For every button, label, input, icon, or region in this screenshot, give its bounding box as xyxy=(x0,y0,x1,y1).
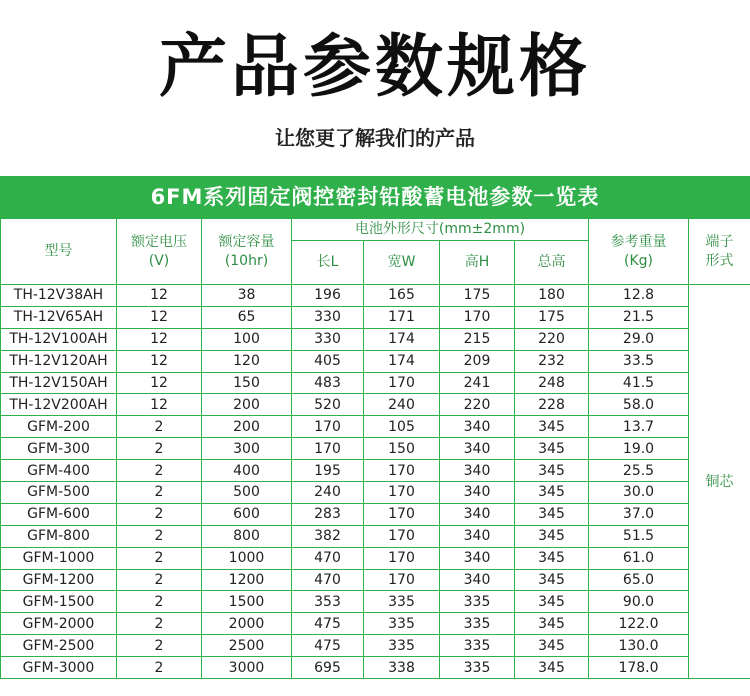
width-cell: 170 xyxy=(364,547,440,569)
total-height-cell: 345 xyxy=(515,438,589,460)
model-cell: GFM-300 xyxy=(1,438,117,460)
width-cell: 170 xyxy=(364,525,440,547)
weight-cell: 33.5 xyxy=(589,350,689,372)
length-cell: 330 xyxy=(292,328,364,350)
height-cell: 340 xyxy=(440,569,515,591)
height-cell: 175 xyxy=(440,285,515,307)
voltage-cell: 2 xyxy=(117,591,202,613)
voltage-cell: 2 xyxy=(117,482,202,504)
total-height-cell: 345 xyxy=(515,460,589,482)
total-height-cell: 175 xyxy=(515,306,589,328)
voltage-cell: 12 xyxy=(117,285,202,307)
weight-cell: 13.7 xyxy=(589,416,689,438)
table-row xyxy=(1,503,750,525)
terminal-cell: 铜芯 xyxy=(689,285,750,679)
model-cell: TH-12V38AH xyxy=(1,285,117,307)
table-row xyxy=(1,657,750,679)
voltage-cell: 2 xyxy=(117,657,202,679)
capacity-cell: 2000 xyxy=(202,613,292,635)
capacity-cell: 200 xyxy=(202,416,292,438)
capacity-cell: 120 xyxy=(202,350,292,372)
table-row xyxy=(1,635,750,657)
total-height-cell: 248 xyxy=(515,372,589,394)
height-cell: 340 xyxy=(440,416,515,438)
height-cell: 340 xyxy=(440,460,515,482)
weight-cell: 122.0 xyxy=(589,613,689,635)
capacity-cell: 1500 xyxy=(202,591,292,613)
table-row xyxy=(1,416,750,438)
weight-cell: 30.0 xyxy=(589,482,689,504)
total-height-cell: 220 xyxy=(515,328,589,350)
capacity-cell: 2500 xyxy=(202,635,292,657)
height-cell: 340 xyxy=(440,482,515,504)
voltage-cell: 12 xyxy=(117,372,202,394)
length-cell: 405 xyxy=(292,350,364,372)
height-cell: 335 xyxy=(440,591,515,613)
capacity-cell: 200 xyxy=(202,394,292,416)
voltage-cell: 12 xyxy=(117,306,202,328)
header-height: 高H xyxy=(440,241,515,285)
page-subtitle: 让您更了解我们的产品 xyxy=(275,126,475,150)
table-row xyxy=(1,350,750,372)
length-cell: 240 xyxy=(292,482,364,504)
weight-cell: 29.0 xyxy=(589,328,689,350)
height-cell: 220 xyxy=(440,394,515,416)
length-cell: 382 xyxy=(292,525,364,547)
table-row xyxy=(1,613,750,635)
weight-cell: 130.0 xyxy=(589,635,689,657)
header-width: 宽W xyxy=(364,241,440,285)
capacity-cell: 150 xyxy=(202,372,292,394)
model-cell: GFM-800 xyxy=(1,525,117,547)
height-cell: 340 xyxy=(440,438,515,460)
total-height-cell: 345 xyxy=(515,416,589,438)
header-total-height: 总高 xyxy=(515,241,589,285)
width-cell: 150 xyxy=(364,438,440,460)
length-cell: 483 xyxy=(292,372,364,394)
weight-cell: 21.5 xyxy=(589,306,689,328)
capacity-cell: 65 xyxy=(202,306,292,328)
weight-cell: 61.0 xyxy=(589,547,689,569)
model-cell: GFM-500 xyxy=(1,482,117,504)
table-row xyxy=(1,328,750,350)
total-height-cell: 345 xyxy=(515,613,589,635)
width-cell: 174 xyxy=(364,350,440,372)
height-cell: 335 xyxy=(440,657,515,679)
model-cell: GFM-400 xyxy=(1,460,117,482)
capacity-cell: 400 xyxy=(202,460,292,482)
total-height-cell: 345 xyxy=(515,657,589,679)
weight-cell: 37.0 xyxy=(589,503,689,525)
width-cell: 335 xyxy=(364,613,440,635)
height-cell: 170 xyxy=(440,306,515,328)
length-cell: 330 xyxy=(292,306,364,328)
length-cell: 195 xyxy=(292,460,364,482)
model-cell: GFM-1200 xyxy=(1,569,117,591)
width-cell: 240 xyxy=(364,394,440,416)
table-row xyxy=(1,438,750,460)
height-cell: 340 xyxy=(440,525,515,547)
header-weight: 参考重量 (Kg) xyxy=(589,219,689,285)
width-cell: 338 xyxy=(364,657,440,679)
capacity-cell: 100 xyxy=(202,328,292,350)
spec-table xyxy=(0,218,750,679)
header-capacity: 额定容量 (10hr) xyxy=(202,219,292,285)
header-dimensions: 电池外形尺寸(mm±2mm) xyxy=(292,219,589,241)
total-height-cell: 345 xyxy=(515,525,589,547)
weight-cell: 12.8 xyxy=(589,285,689,307)
width-cell: 170 xyxy=(364,372,440,394)
weight-cell: 41.5 xyxy=(589,372,689,394)
total-height-cell: 345 xyxy=(515,635,589,657)
capacity-cell: 1200 xyxy=(202,569,292,591)
capacity-cell: 500 xyxy=(202,482,292,504)
voltage-cell: 2 xyxy=(117,438,202,460)
model-cell: GFM-1500 xyxy=(1,591,117,613)
width-cell: 170 xyxy=(364,569,440,591)
length-cell: 196 xyxy=(292,285,364,307)
width-cell: 335 xyxy=(364,635,440,657)
capacity-cell: 38 xyxy=(202,285,292,307)
width-cell: 170 xyxy=(364,503,440,525)
total-height-cell: 232 xyxy=(515,350,589,372)
weight-cell: 51.5 xyxy=(589,525,689,547)
total-height-cell: 345 xyxy=(515,547,589,569)
model-cell: TH-12V150AH xyxy=(1,372,117,394)
voltage-cell: 12 xyxy=(117,394,202,416)
width-cell: 171 xyxy=(364,306,440,328)
total-height-cell: 345 xyxy=(515,482,589,504)
voltage-cell: 2 xyxy=(117,547,202,569)
header-voltage: 额定电压 (V) xyxy=(117,219,202,285)
height-cell: 241 xyxy=(440,372,515,394)
voltage-cell: 2 xyxy=(117,569,202,591)
total-height-cell: 345 xyxy=(515,591,589,613)
length-cell: 475 xyxy=(292,613,364,635)
table-caption: 6FM系列固定阀控密封铅酸蓄电池参数一览表 xyxy=(0,176,750,218)
height-cell: 340 xyxy=(440,503,515,525)
width-cell: 335 xyxy=(364,591,440,613)
width-cell: 170 xyxy=(364,482,440,504)
height-cell: 335 xyxy=(440,613,515,635)
page-title: 产品参数规格 xyxy=(158,28,591,107)
length-cell: 353 xyxy=(292,591,364,613)
length-cell: 475 xyxy=(292,635,364,657)
height-cell: 215 xyxy=(440,328,515,350)
total-height-cell: 180 xyxy=(515,285,589,307)
voltage-cell: 2 xyxy=(117,525,202,547)
voltage-cell: 2 xyxy=(117,460,202,482)
length-cell: 520 xyxy=(292,394,364,416)
table-row xyxy=(1,482,750,504)
total-height-cell: 345 xyxy=(515,503,589,525)
width-cell: 165 xyxy=(364,285,440,307)
weight-cell: 65.0 xyxy=(589,569,689,591)
model-cell: TH-12V100AH xyxy=(1,328,117,350)
voltage-cell: 2 xyxy=(117,613,202,635)
total-height-cell: 228 xyxy=(515,394,589,416)
height-cell: 340 xyxy=(440,547,515,569)
table-row xyxy=(1,372,750,394)
table-row xyxy=(1,394,750,416)
model-cell: TH-12V120AH xyxy=(1,350,117,372)
table-row xyxy=(1,285,750,307)
spec-table-body xyxy=(1,285,750,679)
width-cell: 170 xyxy=(364,460,440,482)
width-cell: 174 xyxy=(364,328,440,350)
height-cell: 335 xyxy=(440,635,515,657)
table-row xyxy=(1,569,750,591)
table-row xyxy=(1,460,750,482)
header-model: 型号 xyxy=(1,219,117,285)
voltage-cell: 12 xyxy=(117,350,202,372)
length-cell: 470 xyxy=(292,547,364,569)
model-cell: GFM-600 xyxy=(1,503,117,525)
capacity-cell: 3000 xyxy=(202,657,292,679)
length-cell: 695 xyxy=(292,657,364,679)
model-cell: GFM-2000 xyxy=(1,613,117,635)
total-height-cell: 345 xyxy=(515,569,589,591)
voltage-cell: 2 xyxy=(117,503,202,525)
header-terminal: 端子 形式 xyxy=(689,219,750,285)
table-row xyxy=(1,306,750,328)
model-cell: GFM-3000 xyxy=(1,657,117,679)
model-cell: GFM-1000 xyxy=(1,547,117,569)
capacity-cell: 300 xyxy=(202,438,292,460)
table-row xyxy=(1,591,750,613)
table-row xyxy=(1,547,750,569)
model-cell: TH-12V200AH xyxy=(1,394,117,416)
weight-cell: 25.5 xyxy=(589,460,689,482)
weight-cell: 178.0 xyxy=(589,657,689,679)
model-cell: GFM-2500 xyxy=(1,635,117,657)
model-cell: GFM-200 xyxy=(1,416,117,438)
length-cell: 170 xyxy=(292,416,364,438)
voltage-cell: 12 xyxy=(117,328,202,350)
model-cell: TH-12V65AH xyxy=(1,306,117,328)
length-cell: 170 xyxy=(292,438,364,460)
capacity-cell: 800 xyxy=(202,525,292,547)
table-row xyxy=(1,525,750,547)
weight-cell: 58.0 xyxy=(589,394,689,416)
capacity-cell: 600 xyxy=(202,503,292,525)
voltage-cell: 2 xyxy=(117,416,202,438)
height-cell: 209 xyxy=(440,350,515,372)
length-cell: 283 xyxy=(292,503,364,525)
length-cell: 470 xyxy=(292,569,364,591)
capacity-cell: 1000 xyxy=(202,547,292,569)
header-length: 长L xyxy=(292,241,364,285)
width-cell: 105 xyxy=(364,416,440,438)
weight-cell: 19.0 xyxy=(589,438,689,460)
weight-cell: 90.0 xyxy=(589,591,689,613)
voltage-cell: 2 xyxy=(117,635,202,657)
